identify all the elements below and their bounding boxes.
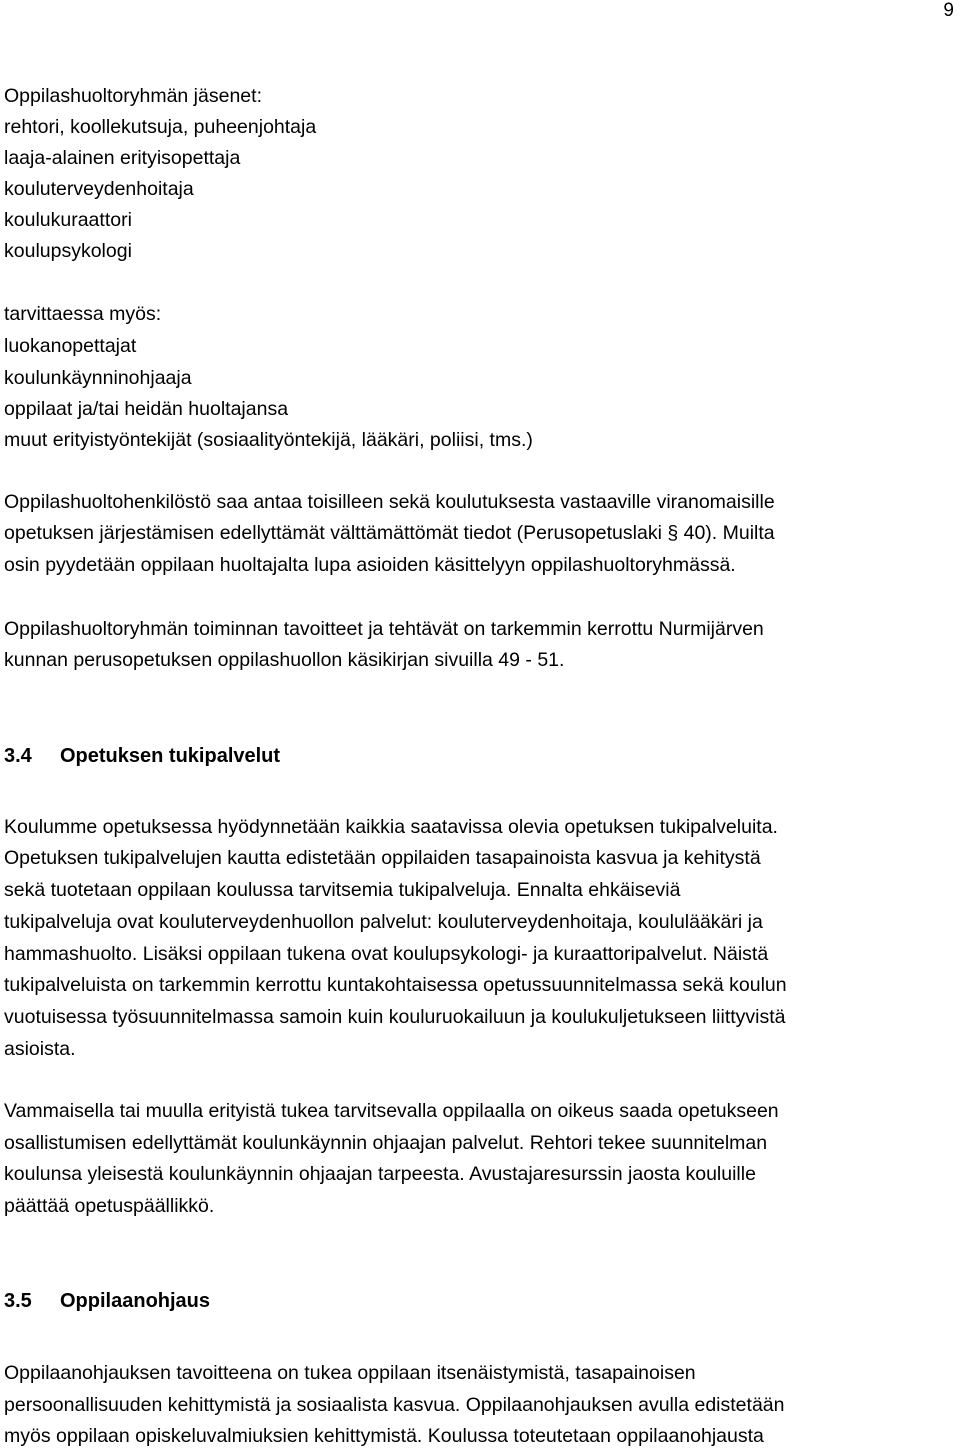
- member-item: rehtori, koollekutsuja, puheenjohtaja: [4, 116, 317, 138]
- paragraph-line: Oppilaanohjauksen tavoitteena on tukea oppilaan itsenäistymistä, tasapainoisen: [4, 1362, 696, 1384]
- paragraph-line: Opetuksen tukipalvelujen kautta edistetään oppilaiden tasapainoista kasvua ja kehitystä: [4, 847, 761, 869]
- member-item: laaja-alainen erityisopettaja: [4, 147, 241, 169]
- paragraph-line: kunnan perusopetuksen oppilashuollon käsikirjan sivuilla 49 - 51.: [4, 649, 565, 671]
- paragraph-line: osin pyydetään oppilaan huoltajalta lupa asioiden käsittelyyn oppilashuoltoryhmässä.: [4, 554, 736, 576]
- member-item: kouluterveydenhoitaja: [4, 178, 194, 200]
- paragraph-line: hammashuolto. Lisäksi oppilaan tukena ovat koulupsykologi- ja kuraattoripalvelut. Näistä: [4, 943, 769, 965]
- page-number: 9: [943, 0, 954, 21]
- paragraph-line: Oppilashuoltoryhmän toiminnan tavoitteet ja tehtävät on tarkemmin kerrottu Nurmijärven: [4, 618, 764, 640]
- optional-member-item: koulunkäynninohjaaja: [4, 367, 192, 389]
- section-heading-3-5: [4, 1289, 210, 1313]
- paragraph-line: myös oppilaan opiskeluvalmiuksien kehittymistä. Koulussa toteutetaan oppilaanohjausta: [4, 1425, 764, 1447]
- section-title: Oppilaanohjaus: [60, 1290, 211, 1312]
- paragraph-line: tukipalveluja ovat kouluterveydenhuollon palvelut: kouluterveydenhoitaja, koululääkäri ja: [4, 911, 763, 933]
- paragraph-line: päättää opetuspäällikkö.: [4, 1195, 215, 1217]
- paragraph-line: vuotuisessa työsuunnitelmassa samoin kuin kouluruokailuun ja koulukuljetukseen liittyvistä: [4, 1006, 786, 1028]
- paragraph-line: koulunsa yleisestä koulunkäynnin ohjaajan tarpeesta. Avustajaresurssin jaosta kouluille: [4, 1163, 756, 1185]
- optional-member-item: oppilaat ja/tai heidän huoltajansa: [4, 398, 289, 420]
- paragraph-line: osallistumisen edellyttämät koulunkäynnin ohjaajan palvelut. Rehtori tekee suunnitelman: [4, 1132, 768, 1154]
- optional-members-title: tarvittaessa myös:: [4, 303, 162, 325]
- members-title: Oppilashuoltoryhmän jäsenet:: [4, 85, 262, 107]
- paragraph-line: Oppilashuoltohenkilöstö saa antaa toisilleen sekä koulutuksesta vastaaville viranomaisille: [4, 491, 775, 513]
- optional-member-item: luokanopettajat: [4, 335, 137, 357]
- optional-member-item: muut erityistyöntekijät (sosiaalityöntekijä, lääkäri, poliisi, tms.): [4, 429, 533, 451]
- paragraph-line: Vammaisella tai muulla erityistä tukea tarvitsevalla oppilaalla on oikeus saada opetukseen: [4, 1100, 779, 1122]
- paragraph-line: Koulumme opetuksessa hyödynnetään kaikkia saatavissa olevia opetuksen tukipalveluita.: [4, 816, 778, 838]
- member-item: koulukuraattori: [4, 209, 132, 231]
- section-number: 3.4: [4, 745, 32, 767]
- section-heading-3-4: [4, 744, 280, 768]
- section-number: 3.5: [4, 1290, 32, 1312]
- section-title: Opetuksen tukipalvelut: [60, 745, 281, 767]
- paragraph-line: asioista.: [4, 1038, 76, 1060]
- paragraph-line: persoonallisuuden kehittymistä ja sosiaalista kasvua. Oppilaanohjauksen avulla edistetään: [4, 1394, 785, 1416]
- paragraph-line: opetuksen järjestämisen edellyttämät välttämättömät tiedot (Perusopetuslaki § 40). Muilta: [4, 522, 775, 544]
- paragraph-line: tukipalveluista on tarkemmin kerrottu kuntakohtaisessa opetussuunnitelmassa sekä koulun: [4, 974, 787, 996]
- member-item: koulupsykologi: [4, 240, 132, 262]
- paragraph-line: sekä tuotetaan oppilaan koulussa tarvitsemia tukipalveluja. Ennalta ehkäiseviä: [4, 879, 681, 901]
